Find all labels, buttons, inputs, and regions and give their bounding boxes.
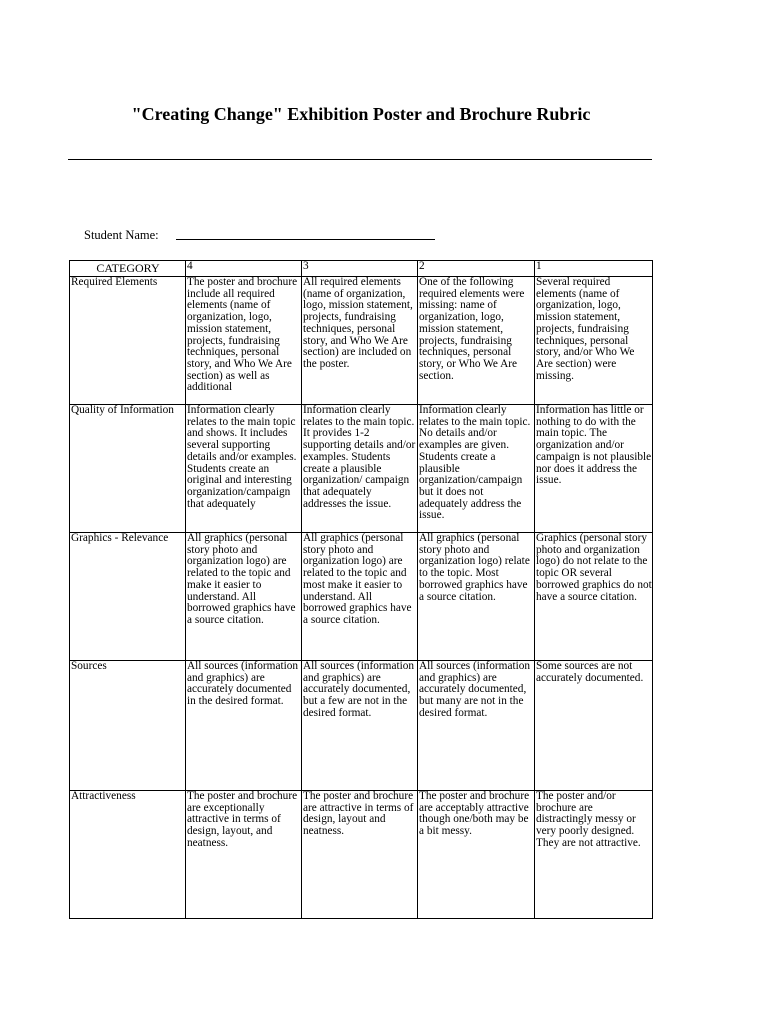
score-cell: The poster and brochure include all required elements (name of organization, logo, mission statement, projects, fundraising techniques, personal story, and Who We Are section) as well as additional — [186, 277, 302, 405]
rubric-header-row — [70, 261, 653, 277]
score-cell: All sources (information and graphics) are accurately documented, but a few are not in the desired format. — [302, 661, 418, 791]
score-cell: The poster and brochure are exceptionally attractive in terms of design, layout, and neatness. — [186, 791, 302, 919]
score-cell: The poster and brochure are acceptably attractive though one/both may be a bit messy. — [418, 791, 535, 919]
row-category: Attractiveness — [70, 791, 186, 919]
score-cell: All graphics (personal story photo and organization logo) relate to the topic. Most borrowed graphics have a source citation. — [418, 533, 535, 661]
rubric-row-graphics-relevance — [70, 533, 653, 661]
score-cell: Information clearly relates to the main topic. It provides 1-2 supporting details and/or examples. Students create a plausible organization/ campaign that adequately addresses the issue. — [302, 405, 418, 533]
rubric-row-quality-of-information — [70, 405, 653, 533]
score-cell: All sources (information and graphics) are accurately documented in the desired format. — [186, 661, 302, 791]
score-cell: All required elements (name of organization, logo, mission statement, projects, fundraising techniques, personal story, and Who We Are section) are included on the poster. — [302, 277, 418, 405]
score-cell: Information clearly relates to the main topic and shows. It includes several supporting details and/or examples. Students create an original and interesting organization/campaign that adequately — [186, 405, 302, 533]
row-category: Sources — [70, 661, 186, 791]
rubric-table — [69, 260, 653, 919]
header-score-3: 3 — [302, 261, 418, 277]
student-name-label: Student Name: — [84, 228, 159, 242]
rubric-row-attractiveness — [70, 791, 653, 919]
score-cell: Graphics (personal story photo and organization logo) do not relate to the topic OR several borrowed graphics do not have a source citation. — [535, 533, 653, 661]
rubric-row-sources — [70, 661, 653, 791]
score-cell: Information clearly relates to the main topic. No details and/or examples are given. Students create a plausible organization/campaign but it does not adequately address the issue. — [418, 405, 535, 533]
score-cell: One of the following required elements were missing: name of organization, logo, mission statement, projects, fundraising techniques, personal story, or Who We Are section. — [418, 277, 535, 405]
score-cell: The poster and/or brochure are distractingly messy or very poorly designed. They are not attractive. — [535, 791, 653, 919]
score-cell: Some sources are not accurately documented. — [535, 661, 653, 791]
score-cell: The poster and brochure are attractive in terms of design, layout and neatness. — [302, 791, 418, 919]
score-cell: All graphics (personal story photo and organization logo) are related to the topic and most make it easier to understand. All borrowed graphics have a source citation. — [302, 533, 418, 661]
row-category: Quality of Information — [70, 405, 186, 533]
header-category: CATEGORY — [70, 261, 186, 277]
title-divider — [68, 159, 652, 160]
header-score-4: 4 — [186, 261, 302, 277]
document-title: "Creating Change" Exhibition Poster and Brochure Rubric — [131, 104, 591, 124]
rubric-row-required-elements — [70, 277, 653, 405]
score-cell: Information has little or nothing to do with the main topic. The organization and/or campaign is not plausible nor does it address the issue. — [535, 405, 653, 533]
score-cell: Several required elements (name of organization, logo, mission statement, projects, fundraising techniques, personal story, and/or Who We Are section) were missing. — [535, 277, 653, 405]
score-cell: All sources (information and graphics) are accurately documented, but many are not in the desired format. — [418, 661, 535, 791]
row-category: Required Elements — [70, 277, 186, 405]
student-name-field-line — [176, 239, 435, 240]
row-category: Graphics - Relevance — [70, 533, 186, 661]
score-cell: All graphics (personal story photo and organization logo) are related to the topic and make it easier to understand. All borrowed graphics have a source citation. — [186, 533, 302, 661]
header-score-2: 2 — [418, 261, 535, 277]
header-score-1: 1 — [535, 261, 653, 277]
